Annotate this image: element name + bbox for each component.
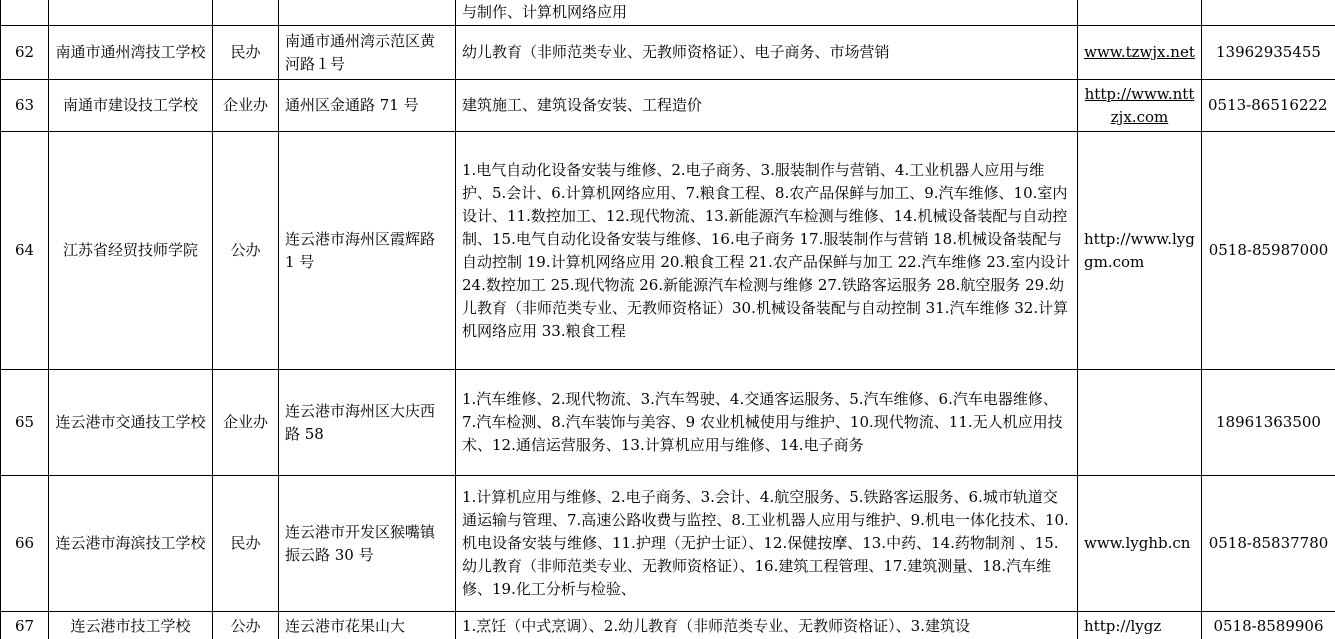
majors-cell: 建筑施工、建筑设备安装、工程造价 bbox=[456, 80, 1078, 132]
row-number: 64 bbox=[1, 132, 49, 370]
majors-cell: 幼儿教育（非师范类专业、无教师资格证）、电子商务、市场营销 bbox=[456, 26, 1078, 80]
table-row bbox=[1, 612, 1335, 639]
table-row bbox=[1, 476, 1335, 612]
school-type: 公办 bbox=[213, 612, 279, 639]
school-address: 连云港市开发区猴嘴镇振云路 30 号 bbox=[279, 476, 456, 612]
school-type: 企业办 bbox=[213, 370, 279, 476]
school-name: 连云港市技工学校 bbox=[49, 612, 213, 639]
school-address: 连云港市海州区大庆西路 58 bbox=[279, 370, 456, 476]
website-link[interactable] bbox=[1078, 370, 1202, 476]
table-row bbox=[1, 0, 1335, 26]
majors-cell: 1.汽车维修、2.现代物流、3.汽车驾驶、4.交通客运服务、5.汽车维修、6.汽车电器维修、7.汽车检测、8.汽车装饰与美容、9 农业机械使用与维护、10.现代物流、11.无人机应用技术、12.通信运营服务、13.计算机应用与维修、14.电子商务 bbox=[456, 370, 1078, 476]
majors-cell: 1.计算机应用与维修、2.电子商务、3.会计、4.航空服务、5.铁路客运服务、6.城市轨道交通运输与管理、7.高速公路收费与监控、8.工业机器人应用与维护、9.机电一体化技术、10.机电设备安装与维修、11.护理（无护士证）、12.保健按摩、13.中药、14.药物制剂 、15.幼儿教育（非师范类专业、无教师资格证）、16.建筑工程管理、17.建筑测量、18.汽车维修、19.化工分析与检验、 bbox=[456, 476, 1078, 612]
website-link[interactable]: http://www.lyggm.com bbox=[1078, 132, 1202, 370]
school-type: 企业办 bbox=[213, 80, 279, 132]
table-row bbox=[1, 26, 1335, 80]
school-type: 民办 bbox=[213, 26, 279, 80]
website-link[interactable]: www.lyghb.cn bbox=[1078, 476, 1202, 612]
school-name: 连云港市交通技工学校 bbox=[49, 370, 213, 476]
row-number: 63 bbox=[1, 80, 49, 132]
row-number: 66 bbox=[1, 476, 49, 612]
school-address: 连云港市花果山大 bbox=[279, 612, 456, 639]
phone-number: 13962935455 bbox=[1202, 26, 1335, 80]
school-address: 南通市通州湾示范区黄河路１号 bbox=[279, 26, 456, 80]
school-name: 南通市通州湾技工学校 bbox=[49, 26, 213, 80]
table-row bbox=[1, 80, 1335, 132]
phone-number: 18961363500 bbox=[1202, 370, 1335, 476]
phone-number: 0518-8589906 bbox=[1202, 612, 1335, 639]
school-type: 民办 bbox=[213, 476, 279, 612]
row-number: 67 bbox=[1, 612, 49, 639]
phone-number: 0518-85837780 bbox=[1202, 476, 1335, 612]
row-number: 65 bbox=[1, 370, 49, 476]
website-link[interactable]: www.tzwjx.net bbox=[1078, 26, 1202, 80]
school-address: 连云港市海州区霞辉路 1 号 bbox=[279, 132, 456, 370]
majors-cell: 与制作、计算机网络应用 bbox=[456, 0, 1078, 26]
phone-number: 0518-85987000 bbox=[1202, 132, 1335, 370]
school-type: 公办 bbox=[213, 132, 279, 370]
table-row bbox=[1, 132, 1335, 370]
school-name: 南通市建设技工学校 bbox=[49, 80, 213, 132]
row-number: 62 bbox=[1, 26, 49, 80]
website-link[interactable]: http://lygz bbox=[1078, 612, 1202, 639]
school-name: 江苏省经贸技师学院 bbox=[49, 132, 213, 370]
website-link[interactable]: http://www.nttzjx.com bbox=[1078, 80, 1202, 132]
phone-number: 0513-86516222 bbox=[1202, 80, 1335, 132]
majors-cell: 1.电气自动化设备安装与维修、2.电子商务、3.服装制作与营销、4.工业机器人应用与维护、5.会计、6.计算机网络应用、7.粮食工程、8.农产品保鲜与加工、9.汽车维修、10.室内设计、11.数控加工、12.现代物流、13.新能源汽车检测与维修、14.机械设备装配与自动控制、15.电气自动化设备安装与维修、16.电子商务 17.服装制作与营销 18.机械设备装配与自动控制 19.计算机网络应用 20.粮食工程 21.农产品保鲜与加工 22.汽车维修 23.室内设计 24.数控加工 25.现代物流 26.新能源汽车检测与维修 27.铁路客运服务 28.航空服务 29.幼儿教育（非师范类专业、无教师资格证）30.机械设备装配与自动控制 31.汽车维修 32.计算机网络应用 33.粮食工程 bbox=[456, 132, 1078, 370]
table-row bbox=[1, 370, 1335, 476]
school-address: 通州区金通路 71 号 bbox=[279, 80, 456, 132]
school-name: 连云港市海滨技工学校 bbox=[49, 476, 213, 612]
majors-cell: 1.烹饪（中式烹调）、2.幼儿教育（非师范类专业、无教师资格证）、3.建筑设 bbox=[456, 612, 1078, 639]
